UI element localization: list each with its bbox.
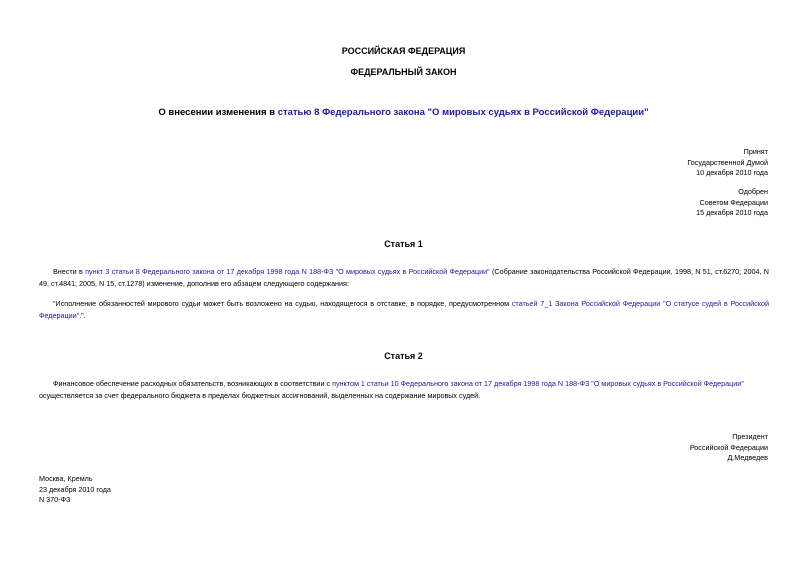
law-title (0, 107, 807, 118)
article2-paragraph1-line1 (39, 378, 769, 390)
approved-label: Одобрен (738, 187, 768, 196)
article1-heading: Статья 1 (384, 239, 423, 249)
approved-date: 15 декабря 2010 года (696, 208, 768, 217)
adopted-date: 10 декабря 2010 года (696, 168, 768, 177)
signature-country: Российской Федерации (689, 442, 768, 452)
signature-title: Президент (732, 432, 768, 441)
signature-block (690, 432, 768, 464)
adopted-label: Принят (743, 147, 768, 156)
article2-paragraph1-line2: осуществляется за счет федерального бюджета в пределах бюджетных ассигнований, выделенных на содержание мировых судей. (39, 391, 481, 400)
country-heading: РОССИЙСКАЯ ФЕДЕРАЦИЯ (341, 46, 466, 56)
law-title-prefix: О внесении изменения в (158, 107, 278, 118)
place-date: 23 декабря 2010 года (39, 484, 111, 494)
law-number: N 370-ФЗ (39, 495, 71, 504)
article1-p2-link[interactable]: статьей 7_1 Закона Российской Федерации "О статусе судей в Российской Федерации" (39, 299, 770, 320)
place-block (39, 474, 111, 506)
article1-p2-suffix: .". (79, 311, 86, 320)
law-title-link[interactable]: статью 8 Федерального закона "О мировых судьях в Российской Федерации" (277, 107, 649, 118)
signature-name: Д.Медведев (727, 453, 768, 462)
article1-p1-prefix: Внести в (53, 267, 86, 276)
place-location: Москва, Кремль (39, 474, 93, 483)
approved-block (696, 187, 768, 219)
article2-p1-link[interactable]: пунктом 1 статьи 10 Федерального закона от 17 декабря 1998 года N 188-ФЗ "О мировых судьях в Российской Федерации" (332, 379, 744, 388)
adopted-block (687, 147, 768, 179)
adopted-body: Государственной Думой (687, 157, 768, 167)
article2-p1-prefix: Финансовое обеспечение расходных обязательств, возникающих в соответствии с (53, 379, 333, 388)
approved-body: Советом Федерации (699, 197, 768, 207)
article1-p2-prefix: "Исполнение обязанностей мирового судьи может быть возложено на судью, находящегося в отставке, в порядке, предусмотренном (53, 299, 512, 308)
article1-paragraph1 (39, 266, 769, 290)
doc-type-heading: ФЕДЕРАЛЬНЫЙ ЗАКОН (350, 67, 457, 77)
article1-p1-suffix: (Собрание законодательства Российской Федерации, 1998, N 51, ст.6270; 2004, N 49, ст.4841; 2005, N 15, ст.1278) изменение, дополнив его абзацем следующего содержания: (39, 267, 769, 288)
article2-heading: Статья 2 (384, 351, 423, 361)
article1-paragraph2 (39, 298, 769, 322)
article1-p1-link[interactable]: пункт 3 статьи 8 Федерального закона от 17 декабря 1998 года N 188-ФЗ "О мировых судьях в Российской Федерации" (85, 267, 490, 276)
